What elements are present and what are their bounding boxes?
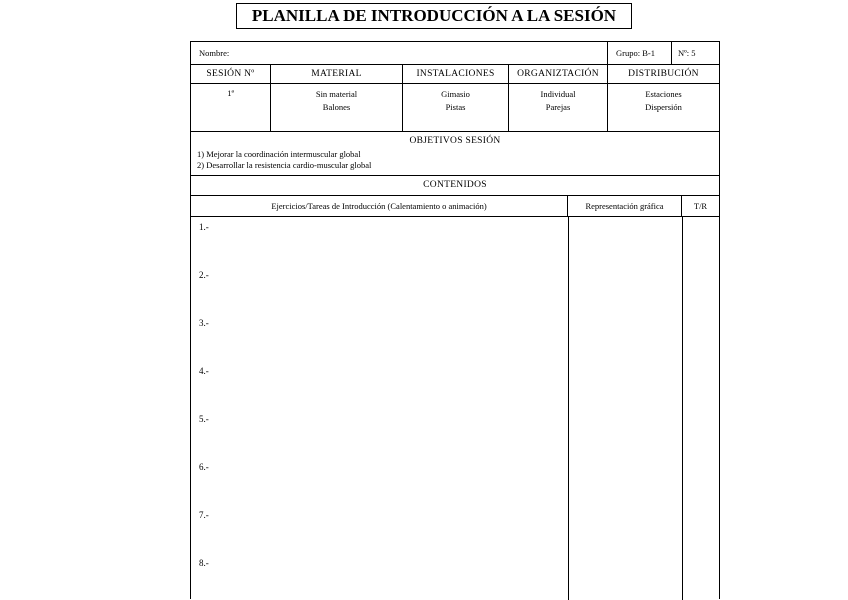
page-title: PLANILLA DE INTRODUCCIÓN A LA SESIÓN — [236, 3, 632, 29]
organization-value: Individual Parejas — [509, 84, 608, 131]
session-no-value: 1ª — [191, 84, 271, 131]
facilities-value: Gimasio Pistas — [403, 84, 509, 131]
name-label: Nombre: — [199, 48, 230, 58]
col-material: MATERIAL — [271, 65, 403, 83]
col-session-no: SESIÓN Nº — [191, 65, 271, 83]
contents-heading: CONTENIDOS — [191, 176, 719, 196]
objectives-section — [191, 132, 719, 176]
objective-item: 2) Desarrollar la resistencia cardio-muscular global — [197, 160, 372, 170]
session-values-row — [191, 84, 719, 132]
distribution-value: Estaciones Dispersión — [645, 89, 682, 112]
exercise-item[interactable]: 1.- — [199, 222, 209, 232]
column-divider — [682, 217, 683, 600]
exercise-item[interactable]: 5.- — [199, 414, 209, 424]
exercise-item[interactable]: 4.- — [199, 366, 209, 376]
exercise-item[interactable]: 7.- — [199, 510, 209, 520]
exercise-item[interactable]: 6.- — [199, 462, 209, 472]
col-facilities: INSTALACIONES — [403, 65, 509, 83]
session-form — [190, 41, 720, 599]
col-organization: ORGANIZTACIÓN — [509, 65, 608, 83]
col-graphic: Representación gráfica — [568, 196, 682, 216]
contents-header-row — [191, 196, 719, 217]
exercise-item[interactable]: 8.- — [199, 558, 209, 568]
group-label: Grupo: B-1 — [616, 48, 655, 58]
objectives-list — [197, 149, 371, 171]
col-tr: T/R — [693, 201, 708, 211]
number-field[interactable] — [672, 42, 719, 64]
exercise-area — [191, 217, 719, 600]
session-header-row — [191, 65, 719, 84]
number-label: Nº: 5 — [678, 48, 696, 58]
exercise-item[interactable]: 3.- — [199, 318, 209, 328]
objectives-heading: OBJETIVOS SESIÓN — [409, 136, 501, 146]
column-divider — [568, 217, 569, 600]
material-value: Sin material Balones — [271, 84, 403, 131]
col-exercises: Ejercicios/Tareas de Introducción (Calentamiento o animación) — [191, 196, 568, 216]
exercise-item[interactable]: 2.- — [199, 270, 209, 280]
name-field[interactable] — [191, 42, 608, 64]
header-row — [191, 42, 719, 65]
objective-item: 1) Mejorar la coordinación intermuscular global — [197, 149, 361, 159]
group-field[interactable] — [608, 42, 672, 64]
col-distribution: DISTRIBUCIÓN — [628, 69, 699, 79]
